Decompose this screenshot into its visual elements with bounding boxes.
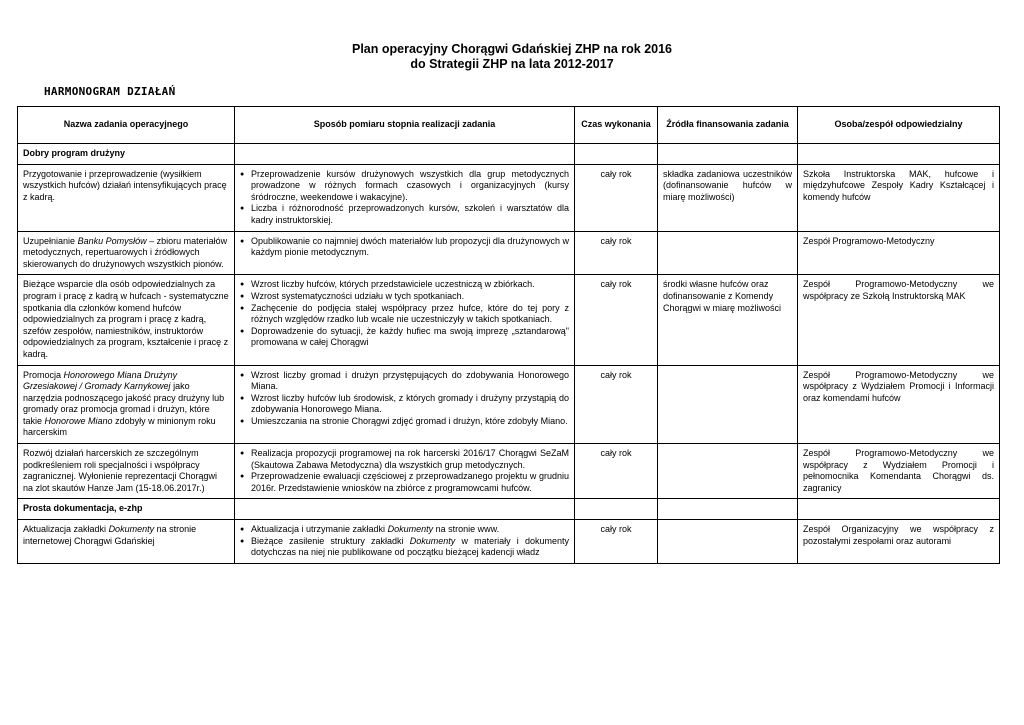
time-cell: cały rok	[575, 275, 658, 365]
header-funding: Źródła finansowania zadania	[658, 107, 798, 144]
measure-item: ● Wzrost liczby hufców, których przedstawiciele uczestniczą w zbiórkach.	[240, 279, 569, 291]
measure-item: ● Przeprowadzenie ewaluacji częściowej z przeprowadzanego projektu w grudniu 2016r. Przedstawienie wniosków na zbiórce z programowcami hufców.	[240, 471, 569, 494]
document-title	[0, 42, 1024, 72]
measure-item: ● Bieżące zasilenie struktury zakładki Dokumenty w materiały i dokumenty dotychczas na niej nie publikowane od początku bieżącej kadencji władz	[240, 536, 569, 559]
section-title: Dobry program drużyny	[18, 144, 235, 165]
header-measure: Sposób pomiaru stopnia realizacji zadania	[235, 107, 575, 144]
measure-cell	[235, 164, 575, 231]
header-time: Czas wykonania	[575, 107, 658, 144]
funding-cell	[658, 365, 798, 444]
measure-item: ● Wzrost liczby hufców lub środowisk, z których gromady i drużyny przystąpią do zdobywania Honorowego Miana.	[240, 393, 569, 416]
responsible-cell: Zespół Programowo-Metodyczny	[798, 231, 1000, 275]
header-row	[18, 107, 1000, 144]
header-task: Nazwa zadania operacyjnego	[18, 107, 235, 144]
task-cell: Uzupełnianie Banku Pomysłów – zbioru materiałów metodycznych, repertuarowych i źródłowych skierowanych do drużynowych wszystkich pionów.	[18, 231, 235, 275]
time-cell: cały rok	[575, 231, 658, 275]
funding-cell: środki własne hufców oraz dofinansowanie z Komendy Chorągwi w miarę możliwości	[658, 275, 798, 365]
table-row	[18, 231, 1000, 275]
measure-cell	[235, 365, 575, 444]
measure-item: ● Wzrost liczby gromad i drużyn przystępujących do zdobywania Honorowego Miana.	[240, 370, 569, 393]
task-cell: Rozwój działań harcerskich ze szczególnym podkreśleniem roli specjalności i współpracy zagranicznej. Wyłonienie reprezentacji Chorągwi na zlot skautów Hanze Jam (15-18.06.2017r.)	[18, 444, 235, 499]
measure-item: ● Opublikowanie co najmniej dwóch materiałów lub propozycji dla drużynowych w każdym pionie metodycznym.	[240, 236, 569, 259]
schedule-table	[17, 106, 1000, 564]
measure-cell	[235, 520, 575, 564]
measure-item: ● Liczba i różnorodność przeprowadzonych kursów, szkoleń i warsztatów dla kadry instruktorskiej.	[240, 203, 569, 226]
time-cell: cały rok	[575, 444, 658, 499]
task-cell: Promocja Honorowego Miana Drużyny Grzesiakowej / Gromady Karnykowej jako narzędzia podnoszącego jakość pracy drużyny lub gromady oraz promocja gromad i drużyn, które takie Honorowe Miano zdobyły w minionym roku harcerskim	[18, 365, 235, 444]
responsible-cell: Zespół Programowo-Metodyczny we współpracy ze Szkołą Instruktorską MAK	[798, 275, 1000, 365]
table-row	[18, 164, 1000, 231]
section-row	[18, 499, 1000, 520]
measure-cell	[235, 444, 575, 499]
title-line-1: Plan operacyjny Chorągwi Gdańskiej ZHP na rok 2016	[351, 42, 673, 56]
measure-item: ● Aktualizacja i utrzymanie zakładki Dokumenty na stronie www.	[240, 524, 569, 536]
task-cell: Przygotowanie i przeprowadzenie (wysiłkiem wszystkich hufców) działań intensyfikujących pracę z kadrą.	[18, 164, 235, 231]
measure-cell	[235, 231, 575, 275]
section-row	[18, 144, 1000, 165]
measure-item: ● Wzrost systematyczności udziału w tych spotkaniach.	[240, 291, 569, 303]
funding-cell	[658, 520, 798, 564]
measure-item: ● Przeprowadzenie kursów drużynowych wszystkich dla grup metodycznych prowadzone w różnych formach czasowych i organizacyjnych (kursy śródroczne, weekendowe i wakacyjne).	[240, 169, 569, 204]
task-cell: Bieżące wsparcie dla osób odpowiedzialnych za program i pracę z kadrą w hufcach - systematyczne spotkania dla członków komend hufców odpowiedzialnych za program i pracę z kadrą, szefów zespołów, namiestników, instruktorów odpowiedzialnych za program, kształcenie i pracę z kadrą.	[18, 275, 235, 365]
time-cell: cały rok	[575, 164, 658, 231]
measure-item: ● Realizacja propozycji programowej na rok harcerski 2016/17 Chorągwi SeZaM (Skautowa Zabawa Metodyczna) dla wszystkich grup metodycznych.	[240, 448, 569, 471]
funding-cell: składka zadaniowa uczestników (dofinansowanie hufców w miarę możliwości)	[658, 164, 798, 231]
header-responsible: Osoba/zespół odpowiedzialny	[798, 107, 1000, 144]
table-row	[18, 444, 1000, 499]
funding-cell	[658, 231, 798, 275]
section-title: Prosta dokumentacja, e-zhp	[18, 499, 235, 520]
section-heading: HARMONOGRAM DZIAŁAŃ	[44, 85, 176, 98]
measure-cell	[235, 275, 575, 365]
table-row	[18, 520, 1000, 564]
responsible-cell: Szkoła Instruktorska MAK, hufcowe i międzyhufcowe Zespoły Kadry Kształcącej i komendy hufców	[798, 164, 1000, 231]
measure-item: ● Doprowadzenie do sytuacji, że każdy hufiec ma swoją imprezę „sztandarową" promowana w całej Chorągwi	[240, 326, 569, 349]
measure-item: ● Zachęcenie do podjęcia stałej współpracy przez hufce, które do tej pory z różnych względów rzadko lub wcale nie uczestniczyły w takich spotkaniach.	[240, 303, 569, 326]
responsible-cell: Zespół Organizacyjny we współpracy z pozostałymi zespołami oraz autorami	[798, 520, 1000, 564]
measure-item: ● Umieszczania na stronie Chorągwi zdjęć gromad i drużyn, które zdobyły Miano.	[240, 416, 569, 428]
task-cell: Aktualizacja zakładki Dokumenty na stronie internetowej Chorągwi Gdańskiej	[18, 520, 235, 564]
table-row	[18, 275, 1000, 365]
table-row	[18, 365, 1000, 444]
time-cell: cały rok	[575, 520, 658, 564]
responsible-cell: Zespół Programowo-Metodyczny we współpracy z Wydziałem Promocji i Informacji oraz komendami hufców	[798, 365, 1000, 444]
time-cell: cały rok	[575, 365, 658, 444]
title-line-2: do Strategii ZHP na lata 2012-2017	[410, 57, 614, 71]
responsible-cell: Zespół Programowo-Metodyczny we współpracy z Wydziałem Promocji i pełnomocnika Komendanta Chorągwi ds. zagranicy	[798, 444, 1000, 499]
funding-cell	[658, 444, 798, 499]
